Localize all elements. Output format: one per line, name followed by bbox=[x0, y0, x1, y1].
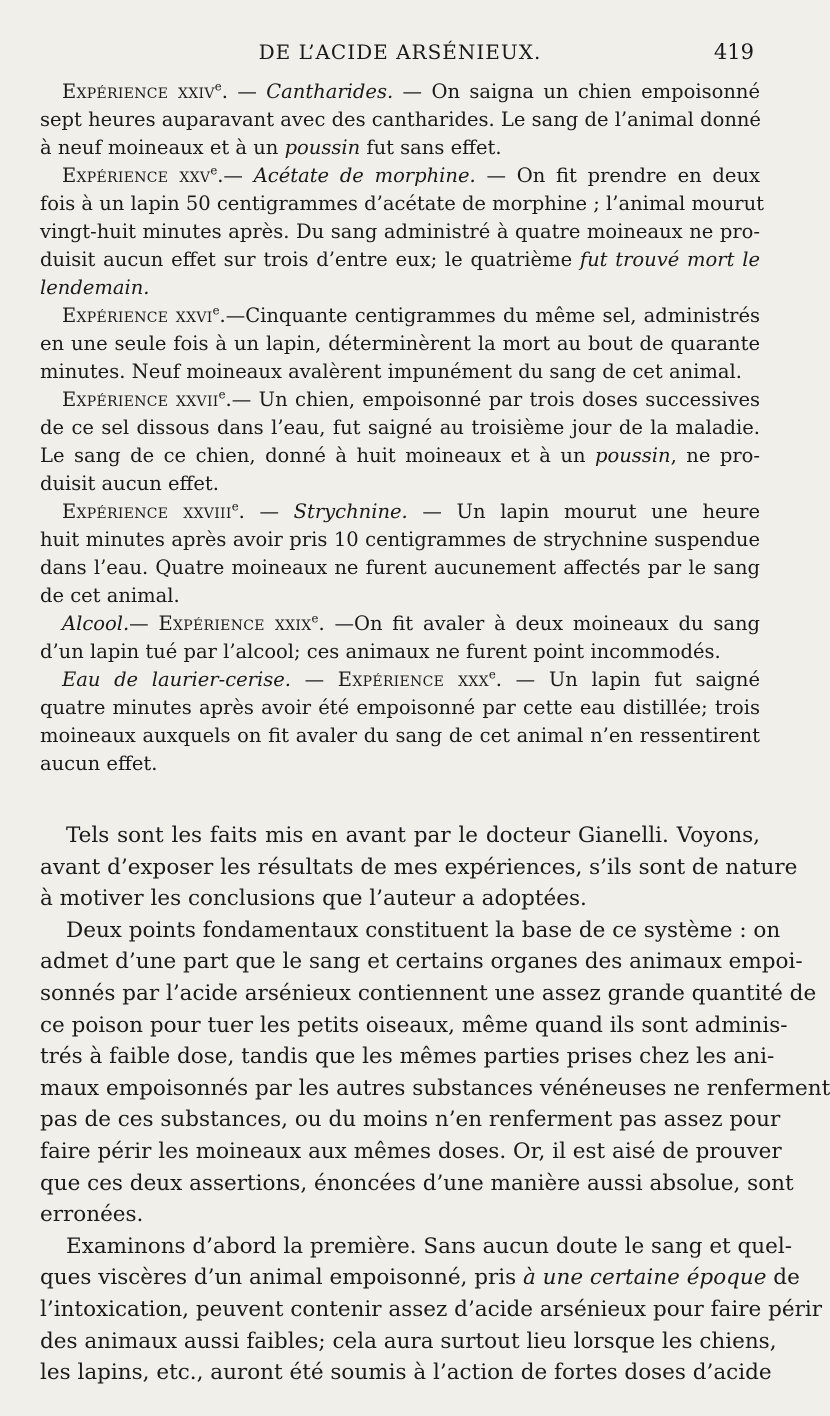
discussion-text bbox=[40, 820, 830, 1389]
text-run: . — bbox=[238, 500, 294, 523]
text-line bbox=[40, 883, 760, 915]
page-number: 419 bbox=[713, 40, 754, 64]
text-line bbox=[40, 1104, 781, 1136]
text-line bbox=[40, 1326, 777, 1358]
text-run: Strychnine. bbox=[293, 500, 408, 523]
text-run: duisit aucun effet. bbox=[40, 472, 219, 495]
text-run: Cantharides. bbox=[266, 80, 394, 103]
text-line bbox=[40, 852, 798, 884]
text-line bbox=[40, 1199, 760, 1231]
text-run: , ne pro- bbox=[670, 444, 761, 467]
text-run: Expérience xxvii bbox=[62, 388, 219, 411]
text-run: l’intoxication, peuvent contenir assez d’acide arsénieux pour faire périr bbox=[40, 1296, 823, 1322]
text-run: à une certaine époque bbox=[523, 1265, 767, 1291]
text-run: pas de ces substances, ou du moins n’en renferment pas assez pour bbox=[40, 1107, 781, 1133]
text-run: huit minutes après avoir pris 10 centigrammes de strychnine suspendue bbox=[40, 528, 760, 551]
text-run: sonnés par l’acide arsénieux contiennent une assez grande quantité de bbox=[40, 980, 817, 1006]
text-run: ques viscères d’un animal empoisonné, pris bbox=[40, 1265, 524, 1291]
text-line bbox=[40, 666, 760, 694]
text-run: des animaux aussi faibles; cela aura surtout lieu lorsque les chiens, bbox=[40, 1328, 777, 1354]
text-run: sept heures auparavant avec des cantharides. Le sang de l’animal donné bbox=[40, 108, 761, 131]
text-run: minutes. Neuf moineaux avalèrent impunément du sang de cet animal. bbox=[40, 360, 742, 383]
text-line bbox=[40, 1357, 772, 1389]
text-run: de ce sel dissous dans l’eau, fut saigné au troisième jour de la maladie. bbox=[40, 416, 760, 439]
text-run: .— Un chien, empoisonné par trois doses successives bbox=[225, 388, 761, 411]
text-run: Expérience xxvi bbox=[62, 304, 213, 327]
page-header bbox=[0, 40, 800, 72]
text-line bbox=[40, 750, 760, 778]
text-line bbox=[40, 78, 760, 106]
text-line bbox=[40, 414, 760, 442]
text-run: dans l’eau. Quatre moineaux ne furent aucunement affectés par le sang bbox=[40, 556, 760, 579]
text-line bbox=[40, 470, 760, 498]
text-line bbox=[40, 526, 760, 554]
text-line bbox=[40, 1136, 782, 1168]
text-run: . — Un lapin fut saigné bbox=[495, 668, 760, 691]
text-run: Eau de laurier-cerise. bbox=[62, 668, 291, 691]
text-run: Deux points fondamentaux constituent la base de ce système : on bbox=[66, 917, 781, 943]
text-run: . — bbox=[221, 80, 267, 103]
text-run: de cet animal. bbox=[40, 584, 180, 607]
text-line bbox=[40, 330, 760, 358]
text-run: les lapins, etc., auront été soumis à l’action de fortes doses d’acide bbox=[40, 1360, 772, 1386]
text-line bbox=[40, 358, 760, 386]
text-run: Expérience xxx bbox=[337, 668, 489, 691]
text-line bbox=[40, 246, 760, 274]
text-run: e bbox=[218, 387, 226, 402]
text-run: . —On fit avaler à deux moineaux du sang bbox=[318, 612, 760, 635]
text-run: maux empoisonnés par les autres substances vénéneuses ne renferment bbox=[40, 1075, 830, 1101]
text-run: moineaux auxquels on fit avaler du sang de cet animal n’en ressentirent bbox=[40, 724, 760, 747]
running-title: DE L’ACIDE ARSÉNIEUX. bbox=[258, 40, 542, 64]
text-line bbox=[40, 162, 760, 190]
text-run: à neuf moineaux et à un bbox=[40, 136, 285, 159]
text-run: lendemain. bbox=[40, 276, 150, 299]
text-line bbox=[40, 638, 760, 666]
text-run: Le sang de ce chien, donné à huit moineaux et à un bbox=[40, 444, 596, 467]
text-line bbox=[40, 610, 760, 638]
text-line bbox=[40, 820, 760, 852]
text-line bbox=[40, 1168, 794, 1200]
text-run: — bbox=[290, 668, 338, 691]
text-run: Examinons d’abord la première. Sans aucun doute le sang et quel- bbox=[66, 1233, 793, 1259]
text-line bbox=[40, 218, 760, 246]
text-run: e bbox=[214, 79, 222, 94]
text-run: Alcool. bbox=[62, 612, 130, 635]
text-run: à motiver les conclusions que l’auteur a adoptées. bbox=[40, 886, 587, 912]
text-line bbox=[40, 386, 760, 414]
text-run: — On fit prendre en deux bbox=[475, 164, 760, 187]
text-run: erronées. bbox=[40, 1202, 144, 1228]
text-line bbox=[40, 1294, 823, 1326]
text-run: Expérience xxviii bbox=[62, 500, 232, 523]
text-run: — bbox=[129, 612, 159, 635]
text-run: e bbox=[210, 163, 218, 178]
text-line bbox=[40, 442, 760, 470]
text-run: Tels sont les faits mis en avant par le docteur Gianelli. Voyons, bbox=[66, 823, 760, 848]
text-run: que ces deux assertions, énoncées d’une manière aussi absolue, sont bbox=[40, 1170, 794, 1196]
text-line bbox=[40, 134, 760, 162]
text-run: faire périr les moineaux aux mêmes doses. Or, il est aisé de prouver bbox=[40, 1138, 782, 1164]
text-run: en une seule fois à un lapin, déterminèrent la mort au bout de quarante bbox=[40, 332, 760, 355]
text-line bbox=[40, 106, 760, 134]
text-run: quatre minutes après avoir été empoisonné par cette eau distillée; trois bbox=[40, 696, 760, 719]
text-run: duisit aucun effet sur trois d’entre eux; le quatrième bbox=[40, 248, 580, 271]
text-run: fut sans effet. bbox=[360, 136, 502, 159]
text-run: e bbox=[311, 611, 319, 626]
text-run: e bbox=[212, 303, 220, 318]
text-run: ce poison pour tuer les petits oiseaux, même quand ils sont adminis- bbox=[40, 1012, 788, 1038]
text-run: e bbox=[488, 667, 496, 682]
text-line bbox=[40, 915, 781, 947]
text-run: poussin bbox=[284, 136, 361, 159]
text-run: Expérience xxix bbox=[158, 612, 312, 635]
text-run: fois à un lapin 50 centigrammes d’acétate de morphine ; l’animal mourut bbox=[40, 192, 764, 215]
text-run: vingt-huit minutes après. Du sang administré à quatre moineaux ne pro- bbox=[40, 220, 760, 243]
text-run: .—Cinquante centigrammes du même sel, administrés bbox=[219, 304, 760, 327]
text-line bbox=[40, 694, 760, 722]
text-run: — Un lapin mourut une heure bbox=[407, 500, 760, 523]
text-line bbox=[40, 978, 817, 1010]
text-line bbox=[40, 582, 760, 610]
text-line bbox=[40, 1231, 793, 1263]
text-run: Expérience xxiv bbox=[62, 80, 215, 103]
text-run: — On saigna un chien empoisonné bbox=[393, 80, 760, 103]
text-line bbox=[40, 946, 803, 978]
text-run: poussin bbox=[595, 444, 671, 467]
text-line bbox=[40, 190, 764, 218]
text-run: d’un lapin tué par l’alcool; ces animaux ne furent point incommodés. bbox=[40, 640, 721, 663]
experiment-reports bbox=[40, 78, 764, 778]
text-run: de bbox=[766, 1265, 800, 1291]
text-run: admet d’une part que le sang et certains organes des animaux empoi- bbox=[40, 949, 803, 975]
text-run: avant d’exposer les résultats de mes expériences, s’ils sont de nature bbox=[40, 854, 798, 880]
text-run: Acétate de morphine. bbox=[253, 164, 476, 187]
text-line bbox=[40, 1262, 800, 1294]
text-run: e bbox=[231, 499, 239, 514]
text-run: trés à faible dose, tandis que les mêmes parties prises chez les ani- bbox=[40, 1044, 775, 1070]
text-line bbox=[40, 302, 760, 330]
text-run: aucun effet. bbox=[40, 752, 158, 775]
text-line bbox=[40, 1041, 775, 1073]
text-run: fut trouvé mort le bbox=[579, 248, 760, 271]
text-line bbox=[40, 554, 760, 582]
text-run: Expérience xxv bbox=[62, 164, 211, 187]
text-line bbox=[40, 1010, 788, 1042]
text-line bbox=[40, 722, 760, 750]
text-line bbox=[40, 274, 760, 302]
text-run: .— bbox=[217, 164, 254, 187]
text-line bbox=[40, 1073, 830, 1105]
text-line bbox=[40, 498, 760, 526]
